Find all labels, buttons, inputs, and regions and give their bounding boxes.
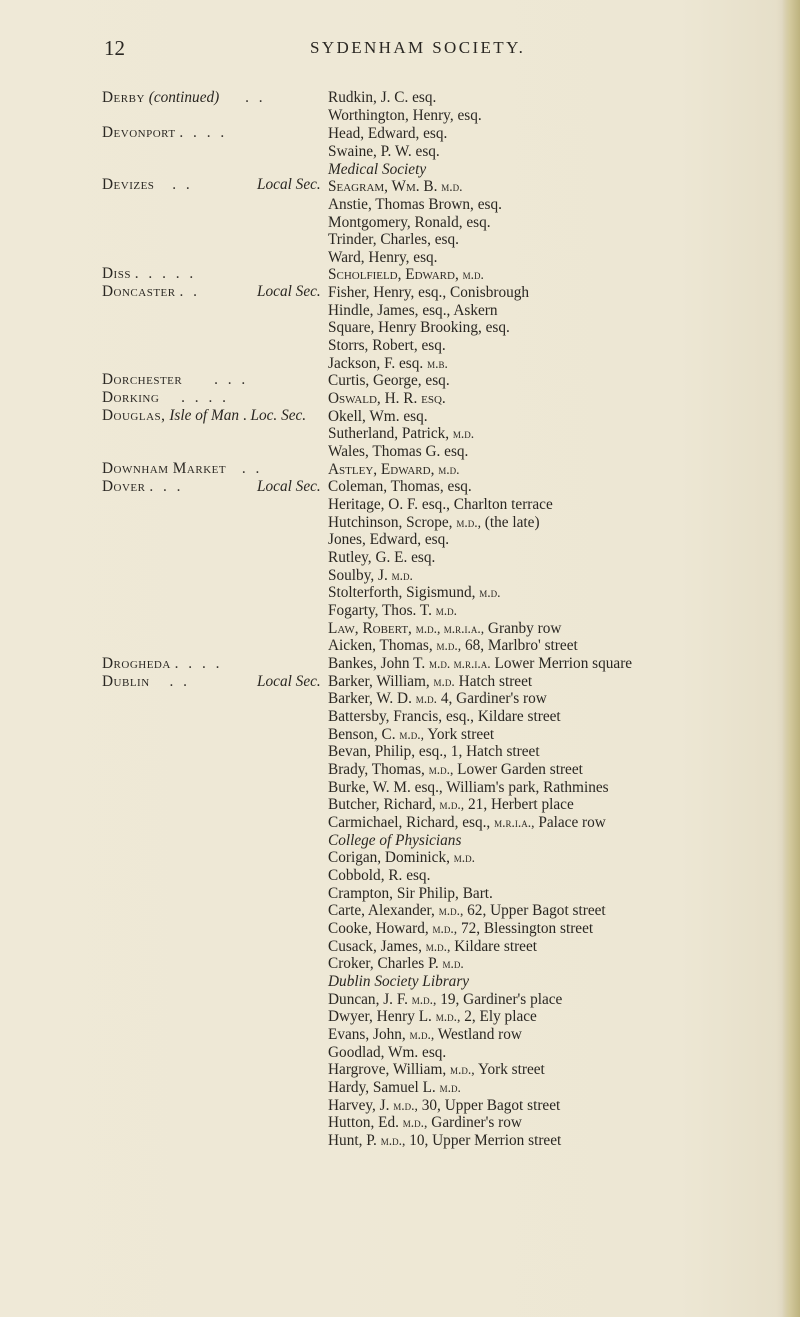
member-entry: Montgomery, Ronald, esq. (328, 214, 491, 231)
member-entry: Corigan, Dominick, m.d. (328, 849, 476, 866)
member-entry: Heritage, O. F. esq., Charlton terrace (328, 496, 553, 513)
member-entry: Jones, Edward, esq. (328, 531, 450, 548)
member-entry: Brady, Thomas, m.d., Lower Garden street (328, 761, 583, 778)
member-entry: Curtis, George, esq. (328, 372, 450, 389)
page-header (0, 28, 800, 68)
place-dublin: Dublin . . (102, 673, 190, 690)
member-entry: Goodlad, Wm. esq. (328, 1044, 447, 1061)
member-entry: Harvey, J. m.d., 30, Upper Bagot street (328, 1097, 561, 1114)
member-entry: Evans, John, m.d., Westland row (328, 1026, 522, 1043)
page-number: 12 (104, 36, 125, 60)
local-secretary-entry: Law, Robert, m.d., m.r.i.a., Granby row (328, 620, 562, 637)
member-entry: Hindle, James, esq., Askern (328, 302, 498, 319)
member-entry-institution: Dublin Society Library (328, 973, 470, 990)
local-secretary-entry: Seagram, Wm. B. m.d. (328, 178, 463, 195)
member-entry: Wales, Thomas G. esq. (328, 443, 469, 460)
member-entry: Hutchinson, Scrope, m.d., (the late) (328, 514, 540, 531)
member-entry: Storrs, Robert, esq. (328, 337, 446, 354)
member-entry: Jackson, F. esq. m.b. (328, 355, 448, 372)
page-edge (782, 0, 800, 1317)
member-entry: Rutley, G. E. esq. (328, 549, 436, 566)
local-sec-dublin: Local Sec. (257, 673, 321, 690)
place-dorking: Dorking . . . . (102, 389, 229, 406)
local-sec-doncaster: Local Sec. (257, 283, 321, 300)
local-secretary-entry: Astley, Edward, m.d. (328, 461, 460, 478)
member-entry: Benson, C. m.d., York street (328, 726, 495, 743)
member-entry: Barker, William, m.d. Hatch street (328, 673, 533, 690)
place-drogheda: Drogheda . . . . (102, 655, 223, 672)
place-derby: Derby (continued) . . (102, 89, 266, 106)
member-entry: Barker, W. D. m.d. 4, Gardiner's row (328, 690, 547, 707)
member-entry: Crampton, Sir Philip, Bart. (328, 885, 493, 902)
place-devizes: Devizes . . (102, 176, 193, 193)
member-entry: Butcher, Richard, m.d., 21, Herbert place (328, 796, 574, 813)
member-entry: Trinder, Charles, esq. (328, 231, 459, 248)
member-entry: Anstie, Thomas Brown, esq. (328, 196, 502, 213)
member-entry: Sutherland, Patrick, m.d. (328, 425, 475, 442)
member-entry: Coleman, Thomas, esq. (328, 478, 472, 495)
member-entry: Square, Henry Brooking, esq. (328, 319, 510, 336)
member-entry: Carmichael, Richard, esq., m.r.i.a., Palace row (328, 814, 606, 831)
member-entry: Hunt, P. m.d., 10, Upper Merrion street (328, 1132, 562, 1149)
member-entry: Ward, Henry, esq. (328, 249, 438, 266)
place-downham-market: Downham Market . . (102, 460, 263, 477)
member-entry: Hargrove, William, m.d., York street (328, 1061, 545, 1078)
member-entry: Head, Edward, esq. (328, 125, 448, 142)
member-entry: Worthington, Henry, esq. (328, 107, 482, 124)
local-sec-devizes: Local Sec. (257, 176, 321, 193)
member-entry-institution: College of Physicians (328, 832, 462, 849)
member-entry: Soulby, J. m.d. (328, 567, 413, 584)
member-entry: Bankes, John T. m.d. m.r.i.a. Lower Merrion square (328, 655, 633, 672)
member-entry: Duncan, J. F. m.d., 19, Gardiner's place (328, 991, 563, 1008)
place-devonport: Devonport . . . . (102, 124, 228, 141)
member-entry: Cooke, Howard, m.d., 72, Blessington street (328, 920, 594, 937)
place-douglas: Douglas, Isle of Man . Loc. Sec. (102, 407, 307, 424)
member-entry: Carte, Alexander, m.d., 62, Upper Bagot street (328, 902, 606, 919)
local-sec-dover: Local Sec. (257, 478, 321, 495)
member-entry: Okell, Wm. esq. (328, 408, 428, 425)
member-entry: Stolterforth, Sigismund, m.d. (328, 584, 501, 601)
member-entry: Hardy, Samuel L. m.d. (328, 1079, 461, 1096)
member-entry: Swaine, P. W. esq. (328, 143, 440, 160)
place-dover: Dover . . . (102, 478, 184, 495)
place-diss: Diss . . . . . (102, 265, 197, 282)
member-entry: Dwyer, Henry L. m.d., 2, Ely place (328, 1008, 537, 1025)
local-secretary-entry: Oswald, H. R. esq. (328, 390, 446, 407)
running-head: SYDENHAM SOCIETY. (310, 38, 526, 57)
member-entry: Cusack, James, m.d., Kildare street (328, 938, 538, 955)
member-entry: Rudkin, J. C. esq. (328, 89, 437, 106)
place-doncaster: Doncaster . . (102, 283, 200, 300)
member-entry: Burke, W. M. esq., William's park, Rathmines (328, 779, 609, 796)
member-entry: Fisher, Henry, esq., Conisbrough (328, 284, 530, 301)
member-entry-institution: Medical Society (328, 161, 427, 178)
member-entry: Hutton, Ed. m.d., Gardiner's row (328, 1114, 522, 1131)
local-secretary-entry: Scholfield, Edward, m.d. (328, 266, 484, 283)
member-entry: Battersby, Francis, esq., Kildare street (328, 708, 561, 725)
member-entry: Cobbold, R. esq. (328, 867, 431, 884)
member-entry: Croker, Charles P. m.d. (328, 955, 464, 972)
member-entry: Fogarty, Thos. T. m.d. (328, 602, 458, 619)
member-entry: Bevan, Philip, esq., 1, Hatch street (328, 743, 540, 760)
member-entry: Aicken, Thomas, m.d., 68, Marlbro' street (328, 637, 578, 654)
place-dorchester: Dorchester . . . (102, 371, 249, 388)
